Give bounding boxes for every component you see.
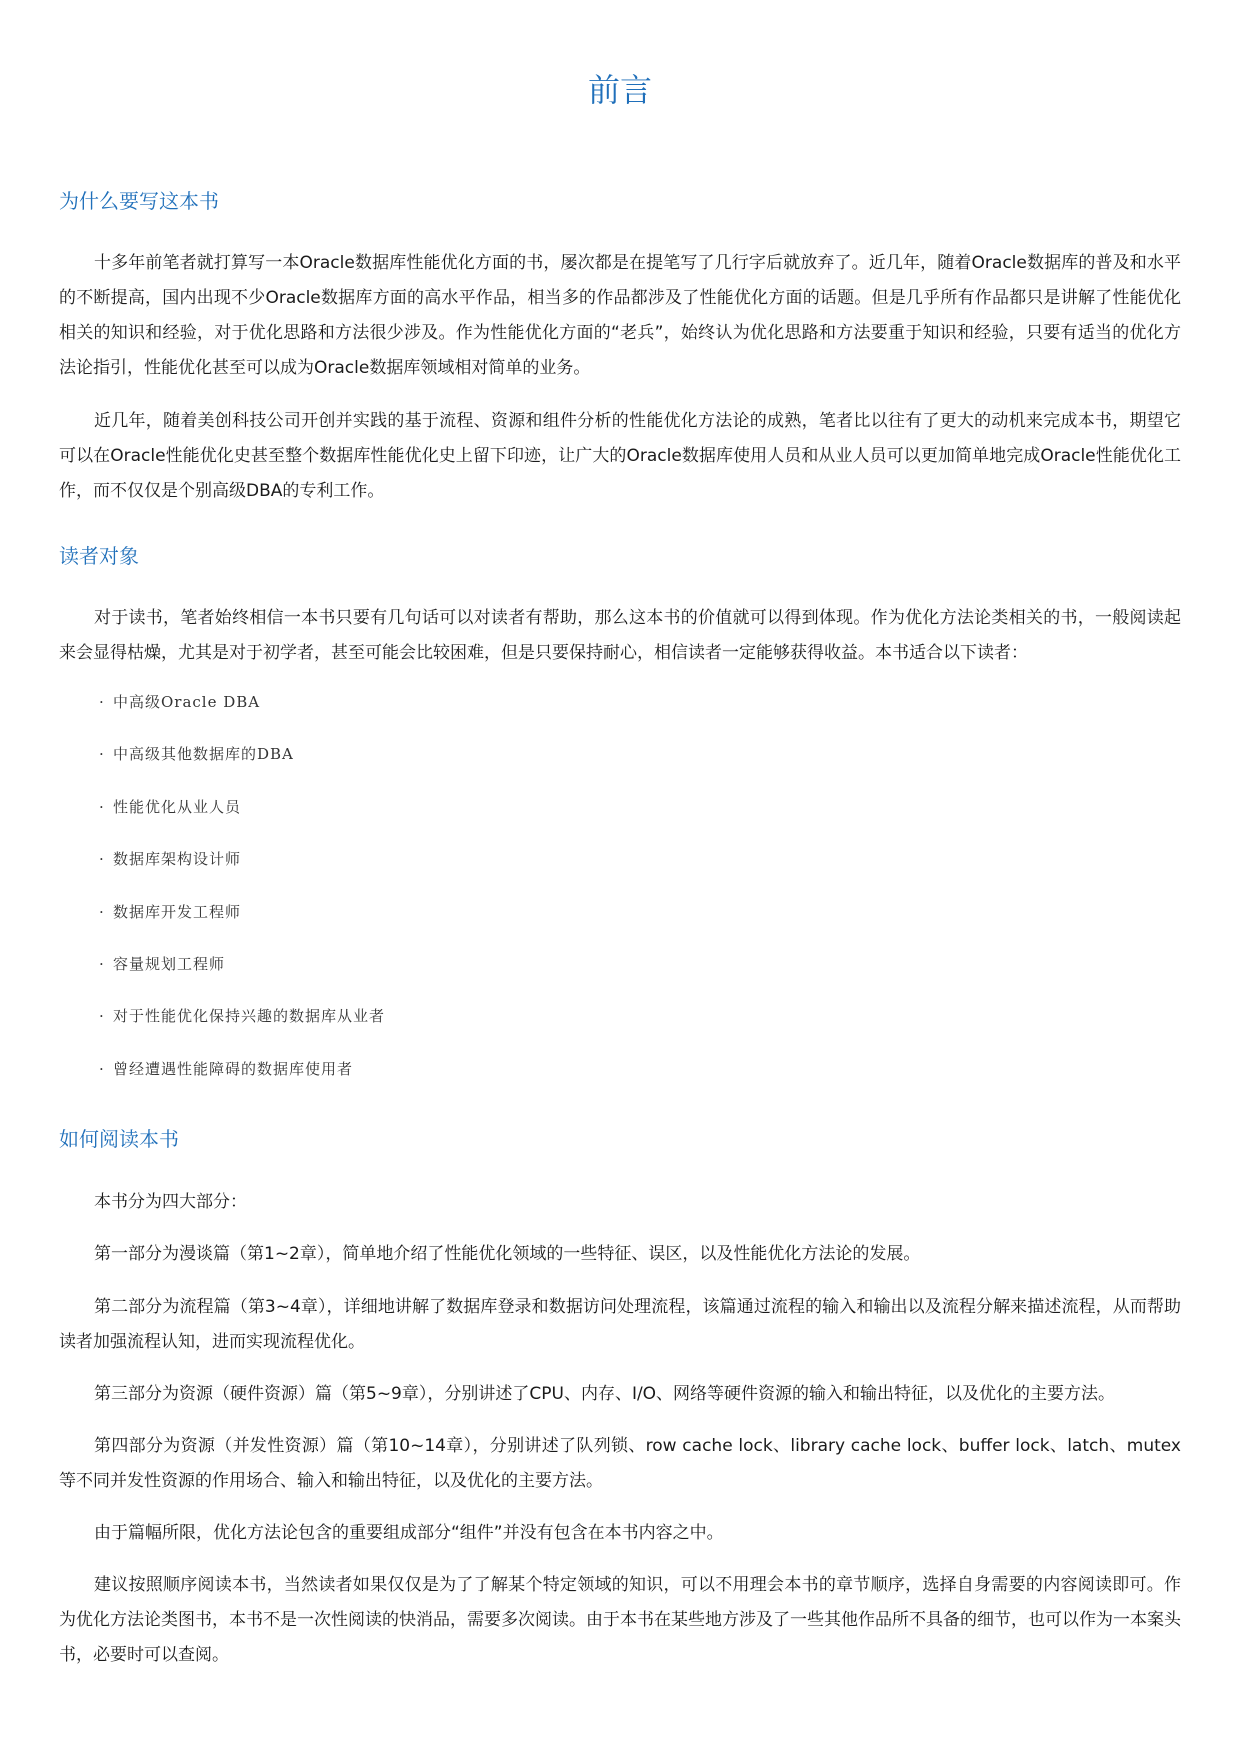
list-item: · 对于性能优化保持兴趣的数据库从业者	[99, 1001, 385, 1053]
section-heading-audience: 读者对象	[59, 544, 139, 568]
list-item: · 曾经遭遇性能障碍的数据库使用者	[99, 1054, 385, 1106]
bullet-icon: ·	[99, 797, 105, 816]
paragraph: 建议按照顺序阅读本书，当然读者如果仅仅是为了了解某个特定领域的知识，可以不用理会本书的章节顺序，选择自身需要的内容阅读即可。作为优化方法论类图书，本书不是一次性阅读的快消品，需要多次阅读。由于本书在某些地方涉及了一些其他作品所不具备的细节，也可以作为一本案头书，必要时可以查阅。	[59, 1575, 1181, 1665]
bullet-icon: ·	[99, 954, 105, 973]
list-item: · 容量规划工程师	[99, 949, 385, 1001]
list-item: · 性能优化从业人员	[99, 792, 385, 844]
list-item: · 数据库架构设计师	[99, 844, 385, 896]
paragraph: 第四部分为资源（并发性资源）篇（第10~14章），分别讲述了队列锁、row cache lock、library cache lock、buffer lock、latch、mutex等不同并发性资源的作用场合、输入和输出特征，以及优化的主要方法。	[59, 1436, 1181, 1491]
audience-list	[99, 687, 385, 1106]
bullet-icon: ·	[99, 745, 105, 764]
bullet-icon: ·	[99, 850, 105, 869]
paragraph: 第三部分为资源（硬件资源）篇（第5~9章），分别讲述了CPU、内存、I/O、网络等硬件资源的输入和输出特征，以及优化的主要方法。	[94, 1384, 1116, 1404]
bullet-icon: ·	[99, 1007, 105, 1026]
section-heading-why: 为什么要写这本书	[59, 189, 219, 213]
paragraph: 十多年前笔者就打算写一本Oracle数据库性能优化方面的书，屡次都是在提笔写了几行字后就放弃了。近几年，随着Oracle数据库的普及和水平的不断提高，国内出现不少Oracle数据库方面的高水平作品，相当多的作品都涉及了性能优化方面的话题。但是几乎所有作品都只是讲解了性能优化相关的知识和经验，对于优化思路和方法很少涉及。作为性能优化方面的“老兵”，始终认为优化思路和方法要重于知识和经验，只要有适当的优化方法论指引，性能优化甚至可以成为Oracle数据库领域相对简单的业务。	[59, 253, 1181, 378]
paragraph: 对于读书，笔者始终相信一本书只要有几句话可以对读者有帮助，那么这本书的价值就可以得到体现。作为优化方法论类相关的书，一般阅读起来会显得枯燥，尤其是对于初学者，甚至可能会比较困难，但是只要保持耐心，相信读者一定能够获得收益。本书适合以下读者：	[59, 608, 1181, 663]
paragraph: 第一部分为漫谈篇（第1~2章），简单地介绍了性能优化领域的一些特征、误区，以及性能优化方法论的发展。	[94, 1244, 921, 1264]
paragraph: 第二部分为流程篇（第3~4章），详细地讲解了数据库登录和数据访问处理流程，该篇通过流程的输入和输出以及流程分解来描述流程，从而帮助读者加强流程认知，进而实现流程优化。	[59, 1297, 1181, 1352]
bullet-icon: ·	[99, 902, 105, 921]
bullet-icon: ·	[99, 693, 105, 711]
list-item: · 中高级Oracle DBA	[99, 687, 385, 739]
paragraph: 近几年，随着美创科技公司开创并实践的基于流程、资源和组件分析的性能优化方法论的成熟，笔者比以往有了更大的动机来完成本书，期望它可以在Oracle性能优化史甚至整个数据库性能优化史上留下印迹，让广大的Oracle数据库使用人员和从业人员可以更加简单地完成Oracle性能优化工作，而不仅仅是个别高级DBA的专利工作。	[59, 411, 1181, 501]
bullet-icon: ·	[99, 1059, 105, 1078]
list-item: · 中高级其他数据库的DBA	[99, 739, 385, 791]
paragraph: 本书分为四大部分：	[94, 1192, 247, 1212]
page-title: 前言	[587, 71, 652, 109]
list-item: · 数据库开发工程师	[99, 897, 385, 949]
section-heading-how: 如何阅读本书	[59, 1127, 179, 1151]
paragraph: 由于篇幅所限，优化方法论包含的重要组成部分“组件”并没有包含在本书内容之中。	[94, 1523, 724, 1543]
